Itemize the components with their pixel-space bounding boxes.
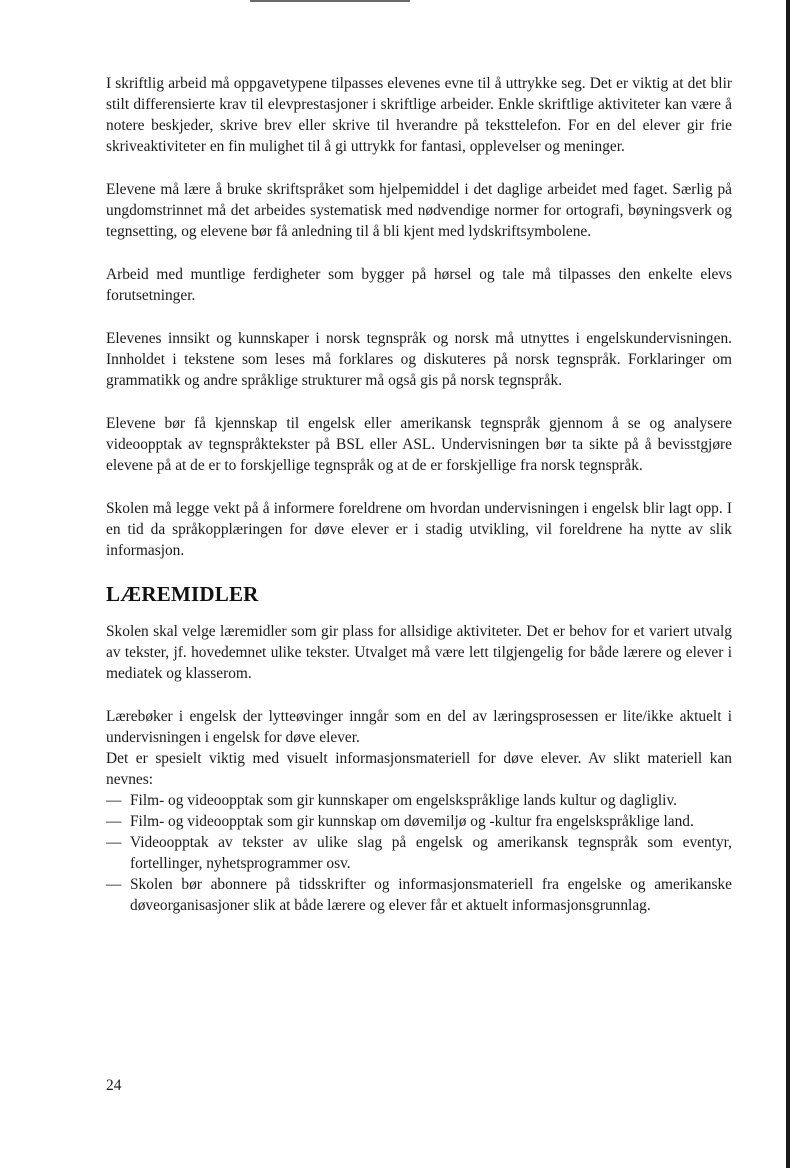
dash-bullet: — xyxy=(106,792,122,809)
paragraph-bsl-asl: Elevene bør få kjennskap til engelsk eller amerikansk tegnspråk gjennom å se og analysere videoopptak av tegnspråktekster på BSL eller ASL. Undervisningen bør ta sikte på å bevisstgjøre elevene på at de er to forskjellige tegnspråk og at de er forskjellige fra norsk tegnspråk. xyxy=(106,415,732,474)
paragraph-parents-info: Skolen må legge vekt på å informere foreldrene om hvordan undervisningen i engelsk blir lagt opp. I en tid da språkopplæringen for døve elever er i stadig utvikling, vil foreldrene ha nytte av slik informasjon. xyxy=(106,500,732,559)
paragraph-sign-language-insight: Elevenes innsikt og kunnskaper i norsk tegnspråk og norsk må utnyttes i engelskundervisningen. Innholdet i tekstene som leses må forklares og diskuteres på norsk tegnspråk. Forklaringer om grammatikk og andre språklige strukturer må også gis på norsk tegnspråk. xyxy=(106,330,732,389)
dash-bullet: — xyxy=(106,876,122,893)
paragraph-oral-skills: Arbeid med muntlige ferdigheter som bygger på hørsel og tale må tilpasses den enkelte elevs forutsetninger. xyxy=(106,266,732,304)
list-item xyxy=(106,832,732,874)
list-intro: Det er spesielt viktig med visuelt informasjonsmateriell for døve elever. Av slikt materiell kan nevnes: xyxy=(106,750,732,788)
scan-edge-right xyxy=(786,0,790,1168)
page-number: 24 xyxy=(106,1077,122,1094)
dash-bullet: — xyxy=(106,834,122,851)
list-item-text: Skolen bør abonnere på tidsskrifter og informasjonsmateriell fra engelske og amerikanske døveorganisasjoner slik at både lærere og elever får et aktuelt informasjonsgrunnlag. xyxy=(130,876,732,914)
paragraph-written-work: I skriftlig arbeid må oppgavetypene tilpasses elevenes evne til å uttrykke seg. Det er viktig at det blir stilt differensierte krav til elevprestasjoner i skriftlige arbeider. Enkle skriftlige aktiviteter kan være å notere beskjeder, skrive brev eller skrive til hverandre på teksttelefon. For en del elever gir frie skriveaktiviteter en fin mulighet til å gi uttrykk for fantasi, opplevelser og meninger. xyxy=(106,75,732,155)
list-item xyxy=(106,790,732,811)
list-item-text: Film- og videoopptak som gir kunnskap om døvemiljø og -kultur fra engelskspråklige land. xyxy=(130,813,694,830)
list-item-text: Videoopptak av tekster av ulike slag på engelsk og amerikansk tegnspråk som eventyr, fortellinger, nyhetsprogrammer osv. xyxy=(130,834,732,872)
list-item-text: Film- og videoopptak som gir kunnskaper om engelskspråklige lands kultur og dagligliv. xyxy=(130,792,678,809)
paragraph-textbooks: Lærebøker i engelsk der lytteøvinger inngår som en del av læringsprosessen er lite/ikke aktuelt i undervisningen i engelsk for døve elever. xyxy=(106,708,732,746)
page-body xyxy=(106,73,732,916)
paragraph-written-language: Elevene må lære å bruke skriftspråket som hjelpemiddel i det daglige arbeidet med faget. Særlig på ungdomstrinnet må det arbeides systematisk med nødvendige normer for ortografi, bøyningsverk og tegnsetting, og elevene bør få anledning til å bli kjent med lydskriftsymbolene. xyxy=(106,181,732,240)
paragraph-teaching-materials: Skolen skal velge læremidler som gir plass for allsidige aktiviteter. Det er behov for et variert utvalg av tekster, jf. hovedemnet ulike tekster. Utvalget må være lett tilgjengelig for både lærere og elever i mediatek og klasserom. xyxy=(106,623,732,682)
dash-bullet: — xyxy=(106,813,122,830)
materials-list xyxy=(106,790,732,916)
list-item xyxy=(106,874,732,916)
section-heading-laeremidler: LÆREMIDLER xyxy=(106,582,259,606)
list-item xyxy=(106,811,732,832)
scan-artifact-top xyxy=(250,0,410,2)
